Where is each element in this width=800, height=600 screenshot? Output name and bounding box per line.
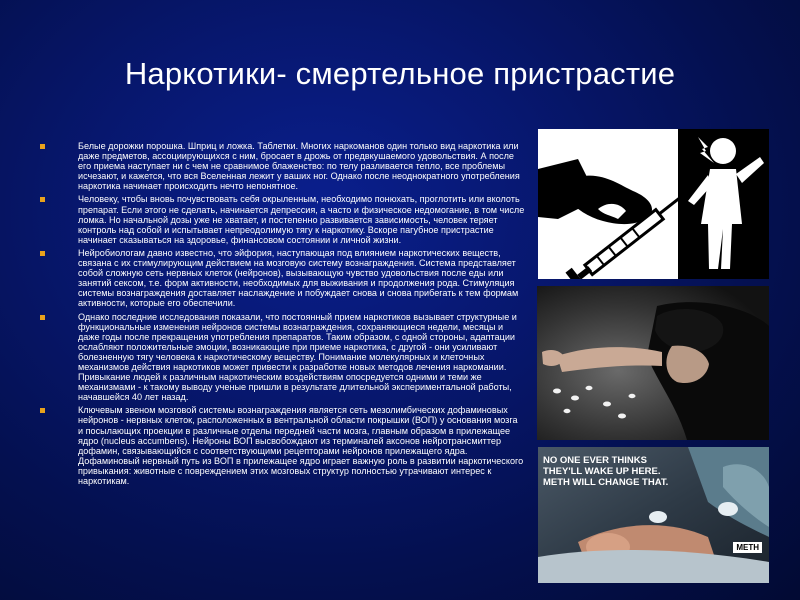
meth-ad-photo: [538, 447, 769, 583]
bullet-marker: [40, 197, 45, 202]
bullet-marker: [40, 315, 45, 320]
slide-title: Наркотики- смертельное пристрастие: [124, 56, 676, 91]
bullet-paragraph-2: [40, 194, 525, 244]
syringe-illustration: [538, 129, 769, 279]
paragraph-text: Человеку, чтобы вновь почувствовать себя окрыленным, необходимо понюхать, проглотить или вколоть препарат. Если этого не сделать, начинается депрессия, а часто и физическое недомогание, в том числе ломка. Но начальной дозы уже не хватает, и постепенно развивается зависимость, человек теряет контроль над собой и испытывает непреодолимую тягу к наркотику. Вскоре пагубное пристрастие начинает сказываться на здоровье, финансовом состоянии и личной жизни.: [78, 194, 525, 245]
slide-body-text: [40, 141, 525, 489]
paragraph-text: Однако последние исследования показали, что постоянный прием наркотиков вызывает структурные и функциональные изменения нейронов системы вознаграждения, сохраняющиеся недели, месяцы и даже годы после прекращения употребления препаратов. Таким образом, с одной стороны, адаптации ослабляют положительные эмоции, возникающие при приеме наркотика, с другой - они усиливают болезненную тягу человека к наркотическому веществу. Понимание молекулярных и клеточных механизмов действия наркотиков может привести к разработке новых методов лечения наркомании. Привыкание людей к различным наркотическим воздействиям опосредуется одними и теми же механизмами - к такому выводу ученые пришли в результате длительной экспериментальной работы, начавшейся 40 лет назад.: [78, 311, 517, 403]
ad-headline: [543, 455, 693, 488]
collapsed-person-pills-icon: [537, 286, 769, 440]
ad-line-3: METH WILL CHANGE THAT.: [543, 477, 669, 488]
bullet-marker: [40, 408, 45, 413]
bullet-marker: [40, 251, 45, 256]
collapsed-person-photo: [537, 286, 769, 440]
meth-logo: METH: [733, 542, 762, 553]
bullet-paragraph-3: [40, 248, 525, 309]
bullet-paragraph-4: [40, 312, 525, 403]
paragraph-text: Нейробиологам давно известно, что эйфория, наступающая под влиянием наркотических веществ, связана с их стимулирующим действием на мозговую систему вознаграждения. Система представляет собой сложную сеть нервных клеток (нейронов), вызывающую чувство удовольствия после еды или занятий сексом, т.е. форм активности, необходимых для выживания и продолжения рода. Стимуляция системы вознаграждения доставляет наслаждение и побуждает снова и снова прибегать к тем формам активности, которые его обеспечили.: [78, 247, 519, 309]
bullet-paragraph-5: [40, 405, 525, 486]
ad-line-2: THEY'LL WAKE UP HERE.: [543, 466, 661, 477]
ad-line-1: NO ONE EVER THINKS: [543, 455, 647, 466]
bullet-marker: [40, 144, 45, 149]
bullet-paragraph-1: [40, 141, 525, 191]
syringe-hand-icon: [538, 129, 769, 279]
paragraph-text: Ключевым звеном мозговой системы вознаграждения является сеть мезолимбических дофаминовых нейронов - нервных клеток, расположенных в вентральной области покрышки (ВОП) у основания мозга и посылающих проекции в различные отделы передней части мозга, главным образом в прилежащее ядро (nucleus accumbens). Нейроны ВОП высвобождают из терминалей аксонов нейротрансмиттер дофамин, связывающийся с соответствующими рецепторами нейронов прилежащего ядра. Дофаминовый нервный путь из ВОП в прилежащее ядро играет важную роль в развитии наркотического привыкания: животные с повреждением этих мозговых структур полностью утрачивают интерес к наркотикам.: [78, 405, 524, 486]
paragraph-text: Белые дорожки порошка. Шприц и ложка. Таблетки. Многих наркоманов один только вид наркотика или даже предметов, ассоциирующихся с ним, бросает в дрожь от предвкушаемого удовольствия. А после его приема наступает ни с чем не сравнимое блаженство: по телу разливается тепло, все проблемы исчезают, и кажется, что вся Вселенная лежит у ваших ног. Однако после неоднократного употребления наркотика начинает происходить нечто непонятное.: [78, 141, 520, 192]
